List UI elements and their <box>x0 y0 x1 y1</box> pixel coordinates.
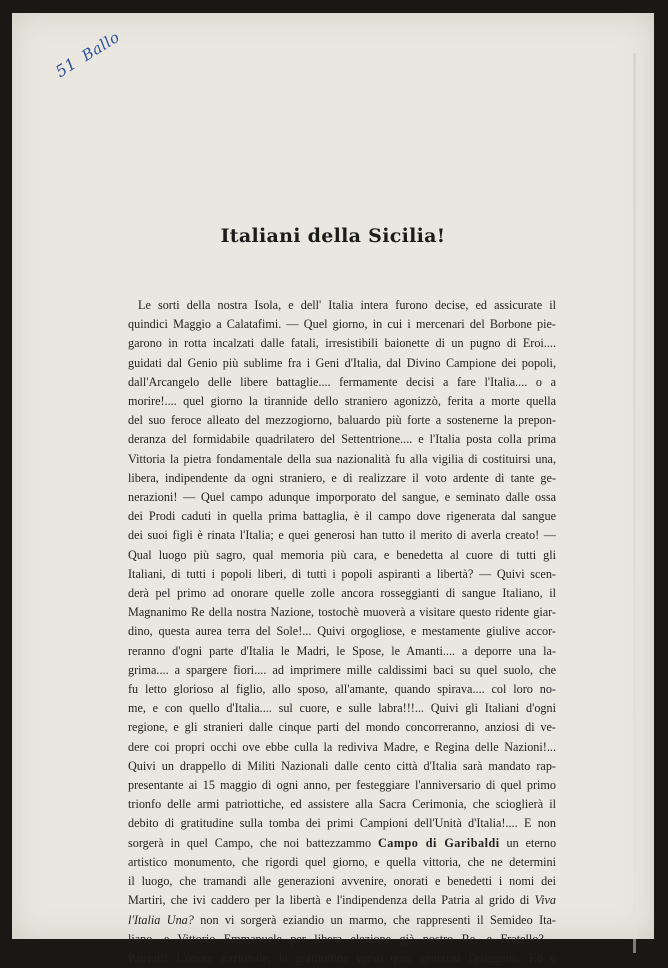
document-title: Italiani della Sicilia! <box>220 225 446 247</box>
body-line: libera, indipendente da ogni straniero, e di realizzare il voto ardente di tante ge- <box>128 470 556 485</box>
body-line: presentante ai 15 maggio di ogni anno, per festeggiare l'anniversario di quel primo <box>128 778 556 793</box>
handwritten-annotation <box>52 27 123 81</box>
body-line: liano, e Vittorio Emmanuele per libera elezione già nostro Re, e Fratello?.... <box>128 931 556 946</box>
body-line-with-italic <box>128 911 556 930</box>
handwritten-text: Ballo <box>78 27 123 65</box>
body-line: deranza del formidabile quadrilatero del Settentrione.... e l'Italia posta colla prima <box>128 432 556 447</box>
body-line: debito di gratitudine sulla tomba dei primi Campioni dell'Unità d'Italia!.... E non <box>128 816 556 831</box>
body-line-part: sorgerà in quel Campo, che noi battezzammo <box>128 835 372 850</box>
body-line: dino, questa aurea terra del Sole!... Quivi orgogliose, e mestamente giulive accor- <box>128 624 556 639</box>
body-line: morire!.... quel giorno la tirannide dello straniero agonizzò, ferita a morte quella <box>128 394 556 409</box>
emphasis-name: Campo di Garibaldi <box>377 835 500 850</box>
body-line: guidati dal Genio più sublime fra i Geni d'Italia, dal Divino Campione dei popoli, <box>128 355 556 370</box>
body-line: il luogo, che tramandi alle generazioni avvenire, onorati e benedetti i nomi dei <box>128 874 556 889</box>
body-line: grima.... a spargere fiori.... ad imprimere mille caldissimi baci su quel suolo, che <box>128 662 556 677</box>
page-edge-shadow <box>633 53 636 953</box>
document-page <box>12 13 654 965</box>
body-line: Vittoria la pietra fondamentale della sua nazionalità fu alla vigilia di costituirsi una, <box>128 451 556 466</box>
body-line: artistico monumento, che rigordi quel giorno, e quella vittoria, che ne determini <box>128 854 556 869</box>
body-line: Quivi un drappello di Militi Nazionali dalle cento città d'Italia sarà mandato rap- <box>128 758 556 773</box>
body-line: me, e con quello d'Italia.... sul cuore, e sulle labra!!!... Quivi gli Italiani d'ogni <box>128 701 556 716</box>
body-line-part: Martiri, che ivi caddero per la libertà e l'indipendenza della Patria al grido di <box>128 893 530 908</box>
body-line: Qual luogo più sagro, qual memoria più cara, e benedetta al cuore di tutti gli <box>128 547 556 562</box>
body-line: regione, e gli stranieri dalle cinque parti del mondo concorreranno, anziosi di ve- <box>128 720 556 735</box>
document-body <box>128 296 556 968</box>
body-line: garono in rotta incalzati dalle fatali, irresistibili baionette di un pugno di Eroi.... <box>128 336 556 351</box>
body-line: Italiani, di tutti i popoli liberi, di tutti i popoli aspiranti a libertà? — Quivi scen- <box>128 566 556 581</box>
body-line: nerazioni! — Quel campo adunque imporporato del sangue, e seminato dalle ossa <box>128 490 556 505</box>
body-line-with-italic <box>128 891 556 910</box>
body-line: quindici Maggio a Calatafimi. — Quel giorno, in cui i mercenari del Borbone pie- <box>128 317 556 332</box>
body-line: Le sorti della nostra Isola, e dell' Italia intera furono decise, ed assicurate il <box>138 298 556 312</box>
body-line-part: non vi sorgerà eziandio un marmo, che rappresenti il Semideo Ita- <box>200 912 556 927</box>
body-line: dei suoi figli è rinata l'Italia; e quei generosi han tutto il merito di averla creato! — <box>128 528 556 543</box>
body-line: trionfo delle armi patriottiche, ed assistere alla Sacra Cerimonia, che scioglierà il <box>128 797 556 812</box>
italic-phrase: Viva <box>534 893 557 908</box>
handwritten-number: 51 <box>52 53 81 82</box>
italic-phrase: l'Italia Una? <box>128 912 194 927</box>
body-line: derà pel primo ad onorare quelle zolle ancora rosseggianti di sangue Italiano, il <box>128 586 556 601</box>
body-line: Magnanimo Re della nostra Nazione, tostochè muoverà a visitare questo ridente giar- <box>128 605 556 620</box>
body-line: dere coi propri occhi ove ebbe culla la rediviva Madre, e Regina delle Nazioni!... <box>128 739 556 754</box>
body-line: dall'Arcangelo delle libere battaglie.... fermamente decisi a fare l'Italia.... o a <box>128 374 556 389</box>
body-line: del suo feroce alleato del mezzogiorno, baluardo più forte a sostenerne la prepon- <box>128 413 556 428</box>
body-line: dei Prodi caduti in quella prima battaglia, è il campo dove rigenerata dal sangue <box>128 509 556 524</box>
body-line: fu letto glorioso al figlio, allo sposo, all'amante, quando spirava.... col loro no- <box>128 682 556 697</box>
body-line-with-emphasis <box>128 834 556 853</box>
body-line-part: un eterno <box>506 835 557 850</box>
body-line: reranno d'ogni parte d'Italia le Madri, le Spose, le Amanti.... a deporre una la- <box>128 643 556 658</box>
body-line: Patrioti! L'onore nazionale, la gratitudine verso quei generosi l'esiggono. Ed è <box>128 950 556 965</box>
